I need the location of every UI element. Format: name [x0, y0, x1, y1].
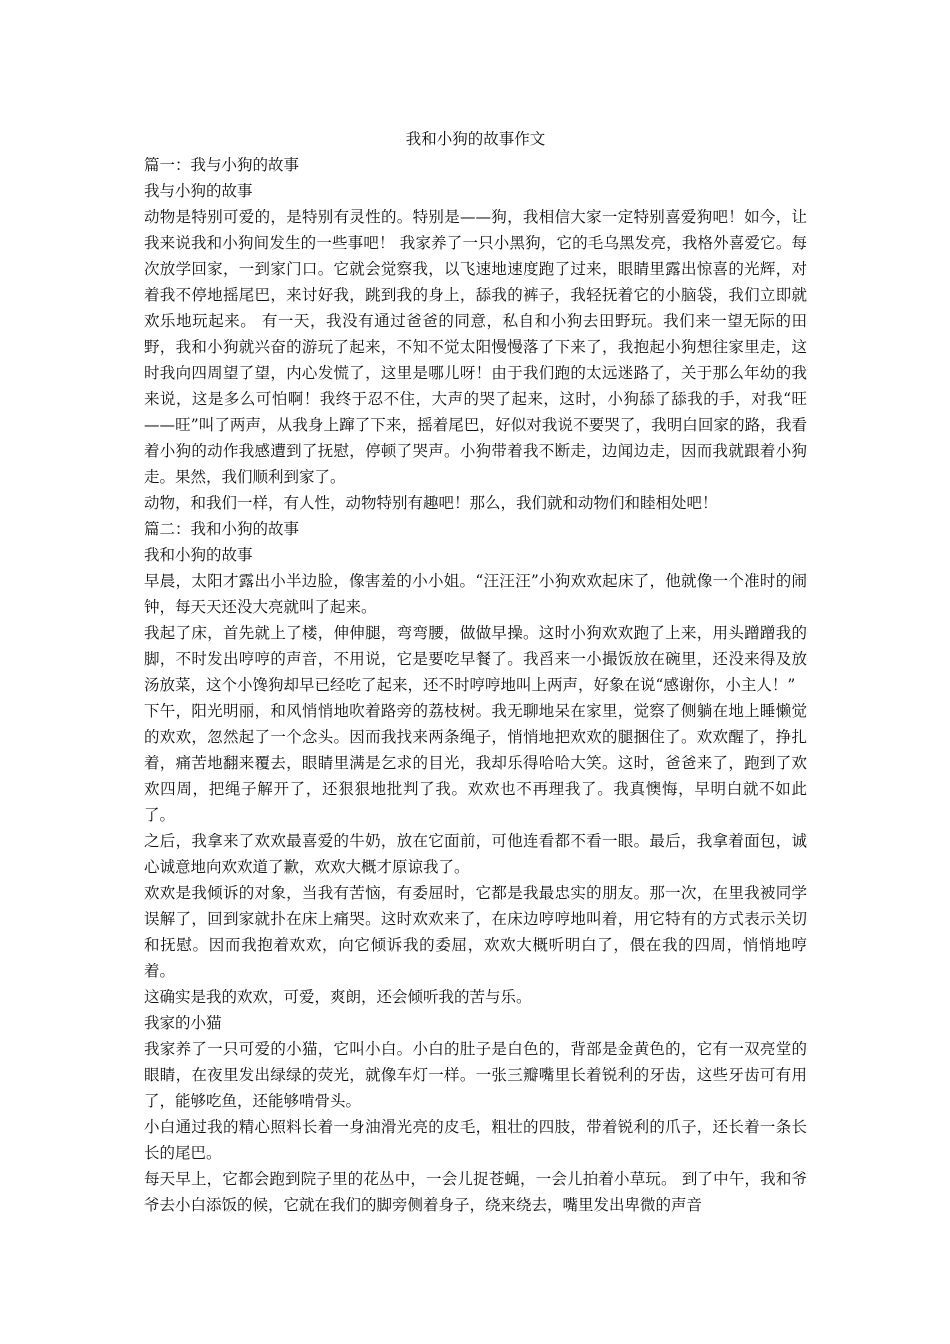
section-heading-2: 篇二：我和小狗的故事: [144, 520, 300, 538]
paragraph: 每天早上，它都会跑到院子里的花丛中，一会儿捉苍蝇，一会儿拍着小草玩。 到了中午，我和爷爷去小白添饭的候，它就在我们的脚旁侧着身子，绕来绕去，嘴里发出卑微的声音: [144, 1170, 807, 1214]
section-heading-1: 篇一：我与小狗的故事: [144, 156, 300, 174]
paragraph: 早晨，太阳才露出小半边脸，像害羞的小小姐。“汪汪汪”小狗欢欢起床了，他就像一个准时的闹钟，每天天还没大亮就叫了起来。: [144, 572, 807, 616]
paragraph: 欢欢是我倾诉的对象，当我有苦恼，有委屈时，它都是我最忠实的朋友。那一次，在里我被同学误解了，回到家就扑在床上痛哭。这时欢欢来了，在床边哼哼地叫着，用它特有的方式表示关切和抚慰。因而我抱着欢欢，向它倾诉我的委屈，欢欢大概听明白了，偎在我的四周，悄悄地哼着。: [144, 884, 807, 980]
story-title-2: 我和小狗的故事: [144, 546, 253, 564]
document-page: [144, 126, 807, 1218]
paragraph: 这确实是我的欢欢，可爱，爽朗，还会倾听我的苦与乐。: [144, 988, 532, 1006]
paragraph: 动物，和我们一样，有人性，动物特别有趣吧！那么，我们就和动物们和睦相处吧！: [144, 494, 718, 512]
paragraph: 下午，阳光明丽，和风悄悄地吹着路旁的荔枝树。我无聊地呆在家里，觉察了侧躺在地上睡懒觉的欢欢，忽然起了一个念头。因而我找来两条绳子，悄悄地把欢欢的腿捆住了。欢欢醒了，挣扎着，痛苦地翻来覆去，眼睛里满是乞求的目光，我却乐得哈哈大笑。这时，爸爸来了，跑到了欢欢四周，把绳子解开了，还狠狠地批判了我。欢欢也不再理我了。我真懊悔，早明白就不如此了。: [144, 702, 807, 824]
paragraph: 我家养了一只可爱的小猫，它叫小白。小白的肚子是白色的，背部是金黄色的，它有一双亮堂的眼睛，在夜里发出绿绿的荧光，就像车灯一样。一张三瓣嘴里长着锐利的牙齿，这些牙齿可有用了，能够吃鱼，还能够啃骨头。: [144, 1040, 807, 1110]
paragraph: 小白通过我的精心照料长着一身油滑光亮的皮毛，粗壮的四肢，带着锐利的爪子，还长着一条长长的尾巴。: [144, 1118, 807, 1162]
story-title-1: 我与小狗的故事: [144, 182, 253, 200]
paragraph: 之后，我拿来了欢欢最喜爱的牛奶，放在它面前，可他连看都不看一眼。最后，我拿着面包，诚心诚意地向欢欢道了歉，欢欢大概才原谅我了。: [144, 832, 807, 876]
document-title: 我和小狗的故事作文: [405, 130, 546, 148]
paragraph: 动物是特别可爱的，是特别有灵性的。特别是——狗，我相信大家一定特别喜爱狗吧！如今，让我来说我和小狗间发生的一些事吧！ 我家养了一只小黑狗，它的毛乌黑发亮，我格外喜爱它。每次放学回家，一到家门口。它就会觉察我，以飞速地速度跑了过来，眼睛里露出惊喜的光辉，对着我不停地摇尾巴，来讨好我，跳到我的身上，舔我的裤子，我轻抚着它的小脑袋，我们立即就欢乐地玩起来。 有一天，我没有通过爸爸的同意，私自和小狗去田野玩。我们来一望无际的田野，我和小狗就兴奋的游玩了起来，不知不觉太阳慢慢落了下来了，我抱起小狗想往家里走，这时我向四周望了望，内心发慌了，这里是哪儿呀！由于我们跑的太远迷路了，关于那么年幼的我来说，这是多么可怕啊！我终于忍不住，大声的哭了起来，这时，小狗舔了舔我的手，对我“旺——旺”叫了两声，从我身上蹿了下来，摇着尾巴，好似对我说不要哭了，我明白回家的路，我看着小狗的动作我感遭到了抚慰，停顿了哭声。小狗带着我不断走，边闻边走，因而我就跟着小狗走。果然，我们顺利到家了。: [144, 208, 807, 486]
paragraph: 我起了床，首先就上了楼，伸伸腿，弯弯腰，做做早操。这时小狗欢欢跑了上来，用头蹭蹭我的脚，不时发出哼哼的声音，不用说，它是要吃早餐了。我舀来一小撮饭放在碗里，还没来得及放汤放菜，这个小馋狗却早已经吃了起来，还不时哼哼地叫上两声，好象在说“感谢你，小主人！”: [144, 624, 807, 694]
story-title-3: 我家的小猫: [144, 1014, 222, 1032]
